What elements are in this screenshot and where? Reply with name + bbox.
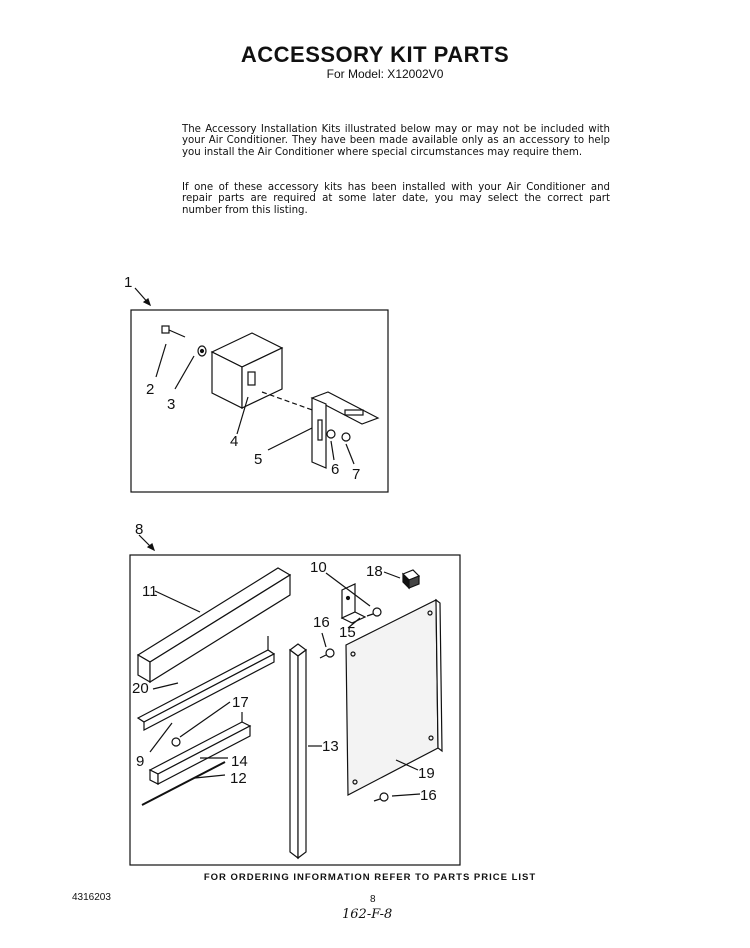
mounting-bracket-icon xyxy=(312,392,378,468)
screw-icon xyxy=(320,649,334,658)
callout-10: 10 xyxy=(310,559,327,576)
callout-16-lower: 16 xyxy=(420,787,437,804)
callout-13: 13 xyxy=(322,738,339,755)
washer-icon xyxy=(198,346,206,356)
screw-icon xyxy=(162,326,185,337)
callout-1: 1 xyxy=(124,274,133,291)
callout-15: 15 xyxy=(339,624,356,641)
intro-paragraph-1: The Accessory Installation Kits illustrated below may or may not be included with your Air Conditioner. They have been made available only as an accessory to help you install the Air Conditioner where special circumstances may require them. xyxy=(182,124,610,158)
cover-box-icon xyxy=(212,333,282,408)
callout-2: 2 xyxy=(146,381,155,398)
screw-icon xyxy=(172,738,180,746)
callout-16-upper: 16 xyxy=(313,614,330,631)
screw-icon xyxy=(374,793,388,801)
callout-3: 3 xyxy=(167,396,176,413)
small-bracket-icon xyxy=(342,584,365,623)
callout-9: 9 xyxy=(136,753,145,770)
foam-pad-icon xyxy=(403,570,419,588)
callout-6: 6 xyxy=(331,461,340,478)
model-subtitle: For Model: X12002V0 xyxy=(326,67,444,81)
callout-12: 12 xyxy=(230,770,247,787)
page-title: ACCESSORY KIT PARTS xyxy=(240,42,510,67)
lock-washer-icon xyxy=(342,433,350,441)
document-number: 4316203 xyxy=(72,892,111,903)
intro-paragraph-2: If one of these accessory kits has been installed with your Air Conditioner and repair parts are required at some later date, you may select the correct part number from this listing. xyxy=(182,182,610,216)
callout-5: 5 xyxy=(254,451,263,468)
nut-icon xyxy=(327,430,335,438)
callout-20: 20 xyxy=(132,680,149,697)
handwritten-note: 162-F-8 xyxy=(342,907,393,922)
page-number: 8 xyxy=(370,894,376,905)
callout-8: 8 xyxy=(135,521,144,538)
callout-7: 7 xyxy=(352,466,361,483)
callout-4: 4 xyxy=(230,433,239,450)
callout-11: 11 xyxy=(142,583,158,600)
ordering-note: FOR ORDERING INFORMATION REFER TO PARTS PRICE LIST xyxy=(203,872,537,883)
screw-icon xyxy=(367,608,381,616)
callout-18: 18 xyxy=(366,563,383,580)
callout-14: 14 xyxy=(231,753,248,770)
callout-19: 19 xyxy=(418,765,435,782)
callout-17: 17 xyxy=(232,694,249,711)
upright-post-icon xyxy=(290,644,306,858)
